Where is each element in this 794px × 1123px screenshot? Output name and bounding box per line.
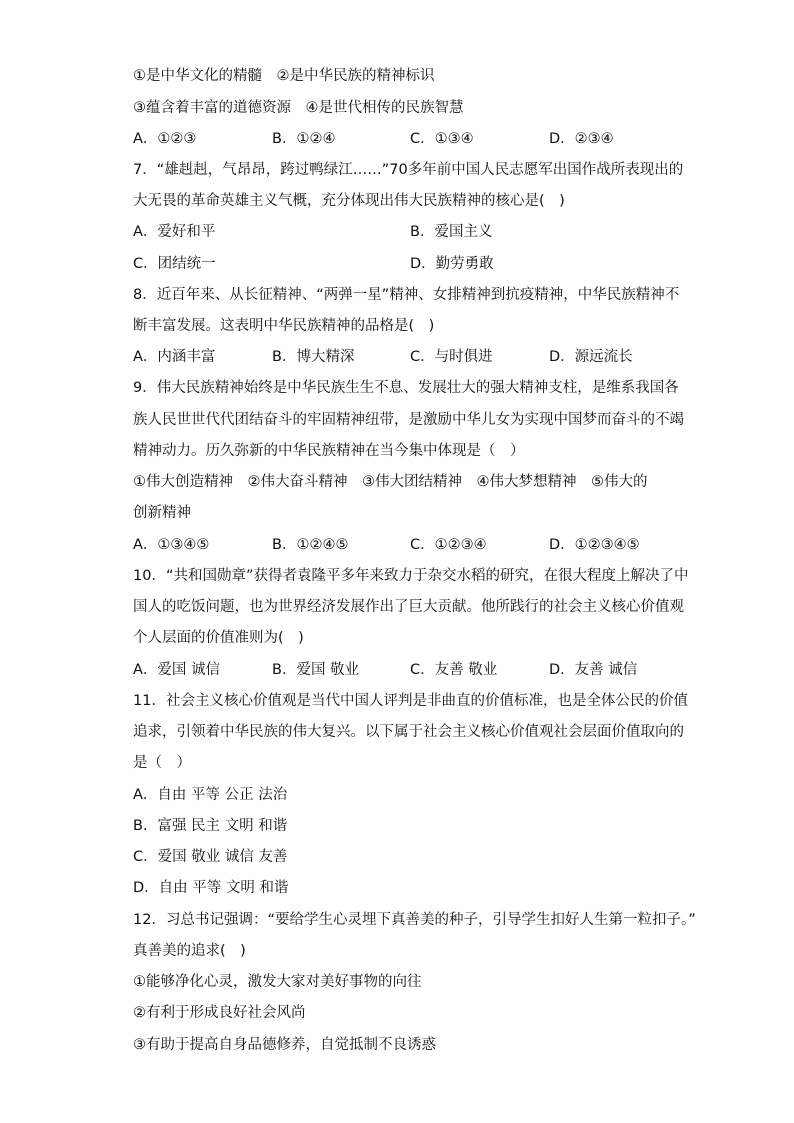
q12-statement-2: ②有利于形成良好社会风尚 [133,1005,306,1021]
q9-option-d: D．①②③④⑤ [549,537,640,553]
q12-statement-3: ③有助于提高自身品德修养，自觉抵制不良诱惑 [133,1037,436,1053]
q8-stem-line-1: 8．近百年来、从长征精神、“两弹一星”精神、女排精神到抗疫精神，中华民族精神不 [133,287,680,303]
q6-option-a: A．①②③ [133,131,197,147]
q11-stem-line-1: 11．社会主义核心价值观是当代中国人评判是非曲直的价值标准，也是全体公民的价值 [133,693,688,709]
q11-option-d: D．自由 平等 文明 和谐 [133,880,289,896]
q10-stem-line-3: 个人层面的价值准则为( ) [133,630,304,646]
q7-option-a: A．爱好和平 [133,224,216,240]
q7-stem-line-1: 7．“雄赳赳，气昂昂，跨过鸭绿江……”70多年前中国人民志愿军出国作战所表现出的 [133,162,684,178]
q9-option-c: C．①②③④ [410,537,487,553]
q8-option-d: D．源远流长 [549,349,633,365]
q7-option-c: C．团结统一 [133,256,216,272]
q6-option-b: B．①②④ [272,131,336,147]
q6-option-c: C．①③④ [410,131,474,147]
q9-stem-line-3: 精神动力。历久弥新的中华民族精神在当今集中体现是（ ） [133,443,525,459]
q11-stem-line-2: 追求，引领着中华民族的伟大复兴。以下属于社会主义核心价值观社会层面价值取向的 [133,724,684,740]
q12-statement-1: ①能够净化心灵，激发大家对美好事物的向往 [133,974,422,990]
q9-option-b: B．①②④⑤ [272,537,349,553]
q10-stem-line-1: 10．“共和国勋章”获得者袁隆平多年来致力于杂交水稻的研究，在很大程度上解决了中 [133,568,689,584]
q9-statements-line-1: ①伟大创造精神 ②伟大奋斗精神 ③伟大团结精神 ④伟大梦想精神 ⑤伟大的 [133,474,648,490]
q6-statement-1-2: ①是中华文化的精髓 ②是中华民族的精神标识 [133,68,435,84]
q8-stem-line-2: 断丰富发展。这表明中华民族精神的品格是( ) [133,318,435,334]
q11-option-b: B．富强 民主 文明 和谐 [133,818,288,834]
q12-stem-line-2: 真善美的追求( ) [133,943,246,959]
q11-option-a: A．自由 平等 公正 法治 [133,787,288,803]
q10-stem-line-2: 国人的吃饭问题，也为世界经济发展作出了巨大贡献。他所践行的社会主义核心价值观 [133,599,684,615]
q6-statement-3-4: ③蕴含着丰富的道德资源 ④是世代相传的民族智慧 [133,100,464,116]
q10-option-b: B．爱国 敬业 [272,662,360,678]
q8-option-c: C．与时俱进 [410,349,493,365]
q7-option-d: D．勤劳勇敢 [410,256,494,272]
q11-stem-line-3: 是（ ） [133,755,191,771]
q10-option-a: A．爱国 诚信 [133,662,221,678]
q9-stem-line-2: 族人民世世代代团结奋斗的牢固精神纽带，是激励中华儿女为实现中国梦而奋斗的不竭 [133,412,684,428]
q12-stem-line-1: 12．习总书记强调：“要给学生心灵埋下真善美的种子，引导学生扣好人生第一粒扣子。” [133,912,696,928]
q8-option-a: A．内涵丰富 [133,349,216,365]
q8-option-b: B．博大精深 [272,349,355,365]
q10-option-d: D．友善 诚信 [549,662,638,678]
q7-option-b: B．爱国主义 [410,224,493,240]
q7-stem-line-2: 大无畏的革命英雄主义气概，充分体现出伟大民族精神的核心是( ) [133,193,565,209]
q11-option-c: C．爱国 敬业 诚信 友善 [133,849,288,865]
q9-stem-line-1: 9．伟大民族精神始终是中华民族生生不息、发展壮大的强大精神支柱，是维系我国各 [133,380,679,396]
q6-option-d: D．②③④ [549,131,614,147]
q10-option-c: C．友善 敬业 [410,662,498,678]
q9-option-a: A．①③④⑤ [133,537,210,553]
q9-statements-line-2: 创新精神 [133,505,191,521]
